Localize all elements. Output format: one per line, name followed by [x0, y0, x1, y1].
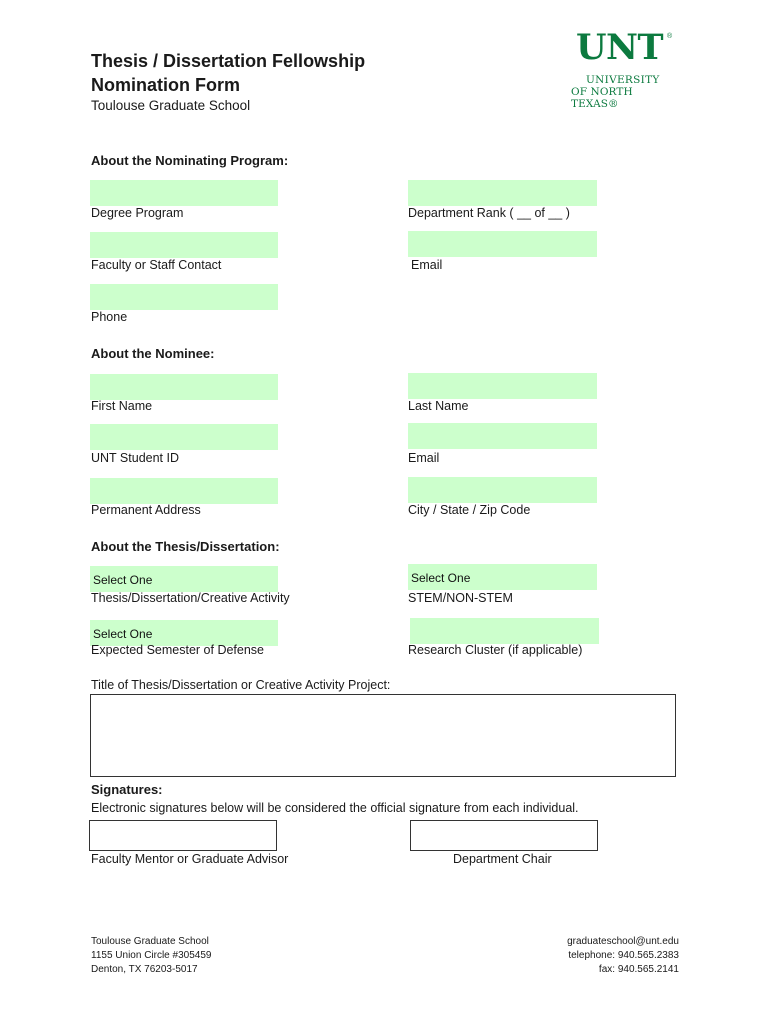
logo-registered-mark: ®: [667, 33, 673, 40]
student-id-input[interactable]: [90, 424, 278, 450]
form-title-line2: Nomination Form: [91, 75, 240, 95]
section-signatures: Signatures:: [91, 782, 163, 797]
first-name-input[interactable]: [90, 374, 278, 400]
faculty-mentor-label: Faculty Mentor or Graduate Advisor: [91, 852, 289, 866]
form-title: [91, 49, 365, 97]
stem-select[interactable]: Select One: [408, 564, 597, 590]
footer-email[interactable]: graduateschool@unt.edu: [567, 936, 679, 947]
section-nominee: About the Nominee:: [91, 346, 215, 361]
footer-fax: fax: 940.565.2141: [598, 964, 679, 975]
phone-label: Phone: [91, 310, 128, 324]
phone-input[interactable]: [90, 284, 278, 310]
footer-address-line3: Denton, TX 76203-5017: [91, 964, 198, 975]
program-email-input[interactable]: [408, 231, 597, 257]
form-title-line1: Thesis / Dissertation Fellowship: [91, 51, 366, 71]
footer-contact: [567, 935, 679, 977]
department-rank-input[interactable]: [408, 180, 597, 206]
research-cluster-input[interactable]: [410, 618, 599, 644]
research-cluster-label: Research Cluster (if applicable): [408, 643, 583, 657]
thesis-type-label: Thesis/Dissertation/Creative Activity: [91, 591, 290, 605]
title-project-label: Title of Thesis/Dissertation or Creative Activity Project:: [91, 678, 391, 692]
student-id-label: UNT Student ID: [91, 451, 180, 465]
school-name: Toulouse Graduate School: [91, 98, 251, 113]
logo-line2: OF NORTH TEXAS®: [571, 86, 633, 110]
logo-wordmark: UNT: [576, 27, 664, 68]
faculty-contact-input[interactable]: [90, 232, 278, 258]
department-chair-label: Department Chair: [453, 852, 552, 866]
stem-label: STEM/NON-STEM: [408, 591, 513, 605]
unt-logo: [566, 27, 678, 110]
footer-telephone: telephone: 940.565.2383: [568, 950, 679, 961]
last-name-input[interactable]: [408, 373, 597, 399]
program-email-label: Email: [411, 258, 443, 272]
faculty-mentor-signature-field[interactable]: [89, 820, 277, 851]
footer-address-line2: 1155 Union Circle #305459: [91, 950, 212, 961]
nominee-email-label: Email: [408, 451, 440, 465]
first-name-label: First Name: [91, 399, 153, 413]
city-state-zip-label: City / State / Zip Code: [408, 503, 531, 517]
logo-line1: UNIVERSITY: [586, 74, 660, 86]
faculty-contact-label: Faculty or Staff Contact: [91, 258, 222, 272]
section-nominating-program: About the Nominating Program:: [91, 153, 289, 168]
thesis-type-select[interactable]: Select One: [90, 566, 278, 592]
last-name-label: Last Name: [408, 399, 469, 413]
footer-address-line1: Toulouse Graduate School: [91, 936, 209, 947]
department-chair-signature-field[interactable]: [410, 820, 598, 851]
title-project-textarea[interactable]: [90, 694, 676, 777]
nominee-email-input[interactable]: [408, 423, 597, 449]
permanent-address-label: Permanent Address: [91, 503, 201, 517]
semester-label: Expected Semester of Defense: [91, 643, 265, 657]
city-state-zip-input[interactable]: [408, 477, 597, 503]
permanent-address-input[interactable]: [90, 478, 278, 504]
section-thesis: About the Thesis/Dissertation:: [91, 539, 280, 554]
footer-address: [91, 935, 211, 977]
signature-note: Electronic signatures below will be considered the official signature from each individual.: [91, 801, 579, 815]
department-rank-label: Department Rank ( __ of __ ): [408, 206, 570, 220]
degree-program-label: Degree Program: [91, 206, 184, 220]
semester-select[interactable]: Select One: [90, 620, 278, 646]
degree-program-input[interactable]: [90, 180, 278, 206]
